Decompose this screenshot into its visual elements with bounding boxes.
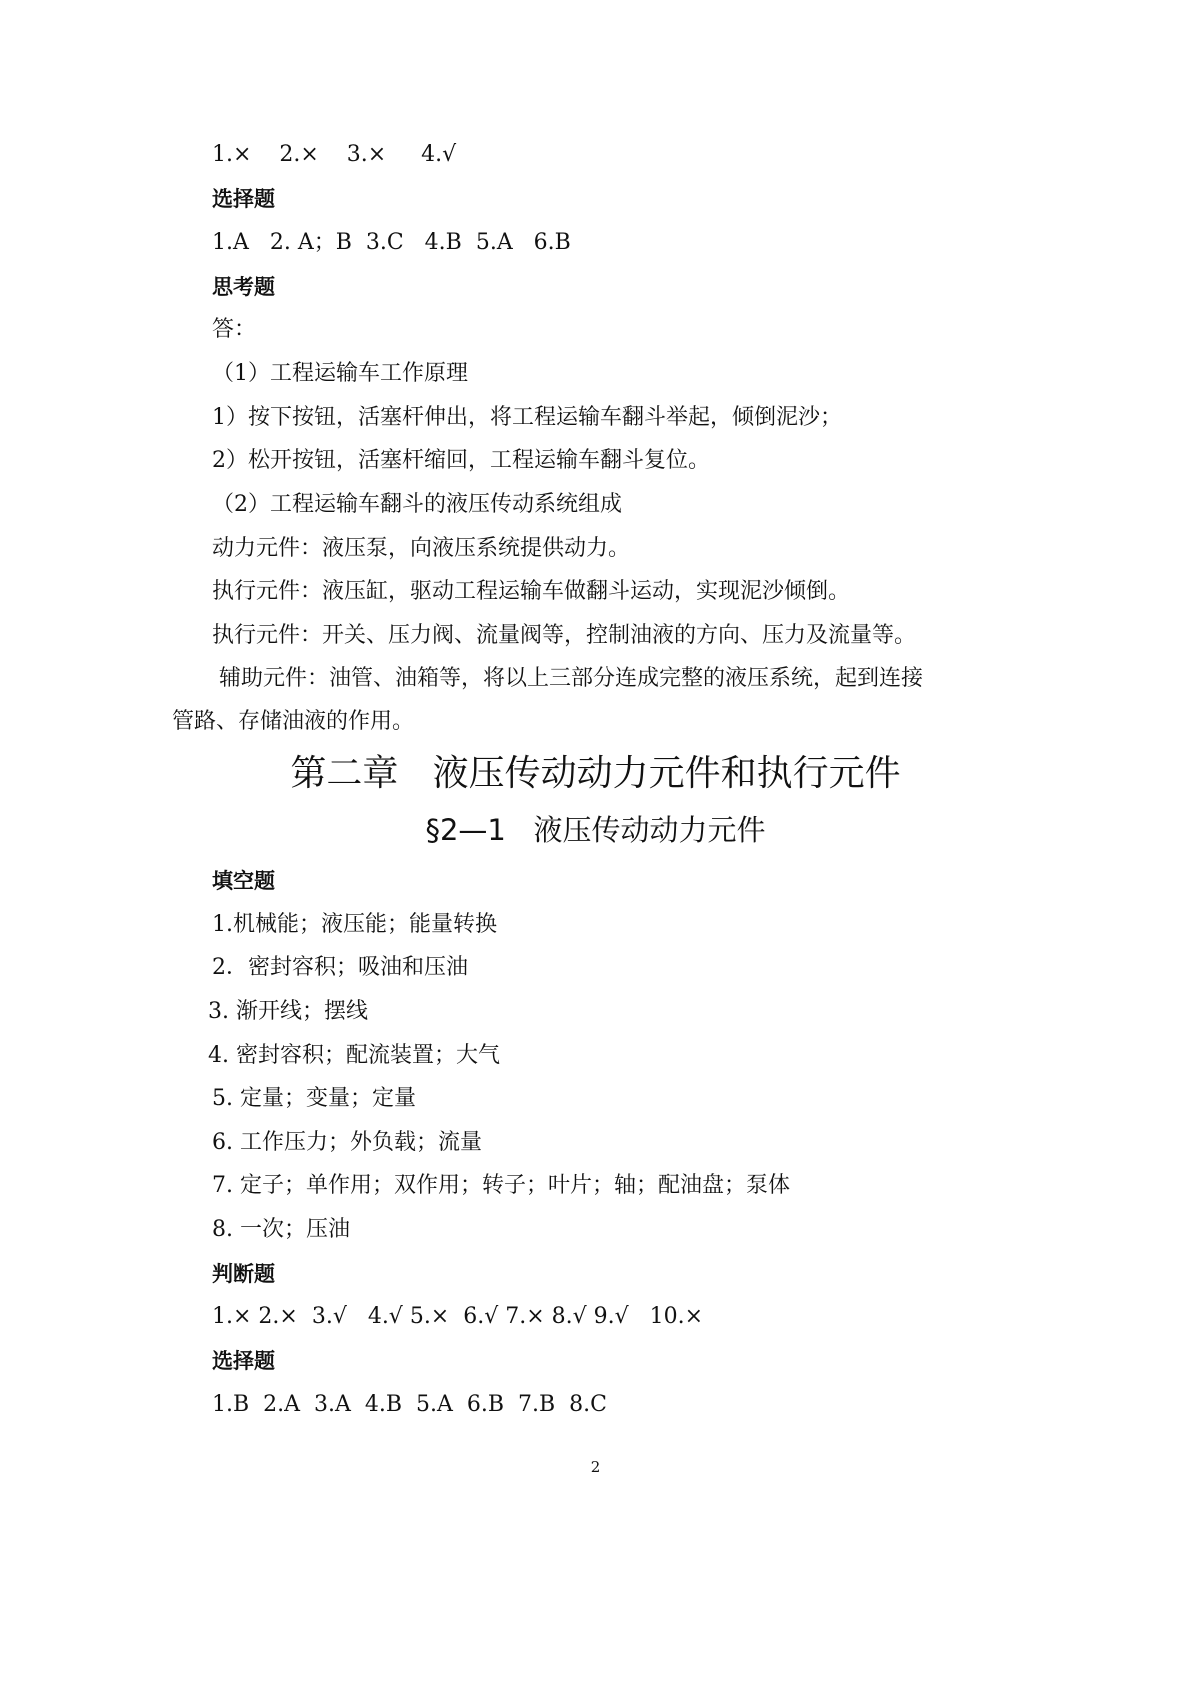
prev-judgment-answers: 1.× 2.× 3.× 4.√ xyxy=(212,142,457,167)
choice-answers: 1.B 2.A 3.A 4.B 5.A 6.B 7.B 8.C xyxy=(212,1392,607,1417)
paragraph: 执行元件：液压缸，驱动工程运输车做翻斗运动，实现泥沙倾倒。 xyxy=(212,579,851,604)
paragraph: 1）按下按钮，活塞杆伸出，将工程运输车翻斗举起，倾倒泥沙； xyxy=(212,405,842,430)
fill-in-item: 1.机械能；液压能；能量转换 xyxy=(212,912,497,937)
paragraph: （1）工程运输车工作原理 xyxy=(212,361,468,386)
fill-in-item: 3. 渐开线；摆线 xyxy=(208,999,368,1024)
paragraph: 执行元件：开关、压力阀、流量阀等，控制油液的方向、压力及流量等。 xyxy=(212,623,917,648)
fill-in-item: 4. 密封容积；配流装置；大气 xyxy=(208,1043,500,1068)
prev-choice-heading: 选择题 xyxy=(212,187,275,211)
chapter-title: 第二章 液压传动动力元件和执行元件 xyxy=(290,753,901,794)
fill-in-item: 6. 工作压力；外负载；流量 xyxy=(212,1130,482,1155)
choice-heading: 选择题 xyxy=(212,1349,275,1373)
paragraph: （2）工程运输车翻斗的液压传动系统组成 xyxy=(212,492,622,517)
thinking-heading: 思考题 xyxy=(212,275,275,299)
fill-in-item: 2．密封容积；吸油和压油 xyxy=(212,955,468,980)
judgment-heading: 判断题 xyxy=(212,1262,275,1286)
paragraph: 2）松开按钮，活塞杆缩回，工程运输车翻斗复位。 xyxy=(212,448,710,473)
answer-label: 答： xyxy=(212,317,257,342)
page-number: 2 xyxy=(590,1458,601,1476)
paragraph: 管路、存储油液的作用。 xyxy=(172,709,415,734)
fill-in-item: 7. 定子；单作用；双作用；转子；叶片；轴；配油盘；泵体 xyxy=(212,1173,790,1198)
section-title: §2—1 液压传动动力元件 xyxy=(425,813,766,847)
paragraph: 辅助元件：油管、油箱等，将以上三部分连成完整的液压系统，起到连接 xyxy=(212,666,923,691)
prev-choice-answers: 1.A 2. A；B 3.C 4.B 5.A 6.B xyxy=(212,230,571,255)
fill-in-item: 5. 定量；变量；定量 xyxy=(212,1086,416,1111)
fill-in-item: 8. 一次；压油 xyxy=(212,1217,350,1242)
fill-in-heading: 填空题 xyxy=(212,869,275,893)
paragraph: 动力元件：液压泵，向液压系统提供动力。 xyxy=(212,536,631,561)
judgment-answers: 1.× 2.× 3.√ 4.√ 5.× 6.√ 7.× 8.√ 9.√ 10.× xyxy=(212,1304,704,1329)
